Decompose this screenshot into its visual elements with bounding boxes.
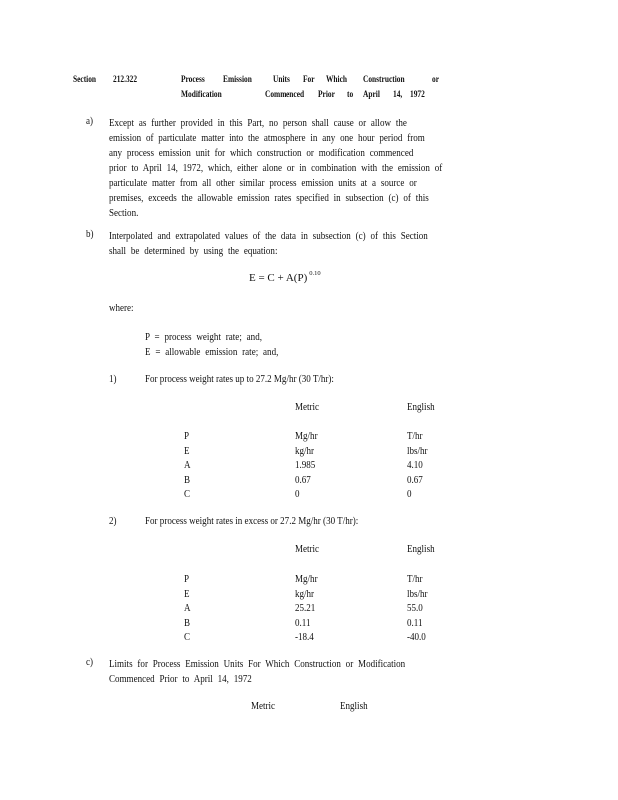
para-a-marker: a) xyxy=(86,116,94,127)
case-1-metric-column xyxy=(295,430,318,503)
table-cell: 0 xyxy=(295,489,300,500)
table-cell: P xyxy=(184,574,190,585)
para-c-line: Limits for Process Emission Units For Which Construction or Modification xyxy=(109,659,406,670)
definitions xyxy=(145,330,278,360)
table-cell: A xyxy=(184,460,191,471)
para-c-marker: c) xyxy=(86,657,94,668)
table-cell: 1.985 xyxy=(295,460,316,471)
title-line-1-word: or xyxy=(432,75,439,85)
section-number: 212.322 xyxy=(113,75,138,85)
table-cell: 25.21 xyxy=(295,603,316,614)
para-c-body xyxy=(109,657,405,687)
para-b-body xyxy=(109,229,428,259)
case-1-english-column xyxy=(407,430,428,503)
equation-exponent: 0.10 xyxy=(309,270,321,277)
title-line-2-word: Modification xyxy=(181,90,222,100)
table-cell: 0.11 xyxy=(407,617,423,629)
case-2-metric-header: Metric xyxy=(295,544,320,555)
case-1-symbol-column xyxy=(184,430,191,503)
para-a-line: emission of particulate matter into the atmosphere in any one hour period from xyxy=(109,133,425,144)
table-cell: B xyxy=(184,617,191,629)
para-a-line: any process emission unit for which construction or modification commenced xyxy=(109,148,414,159)
table-cell: T/hr xyxy=(407,574,423,585)
table-cell: kg/hr xyxy=(295,588,315,600)
title-line-2-word: 14, xyxy=(393,90,403,100)
table-cell: C xyxy=(184,632,191,643)
title-line-2-word: 1972 xyxy=(410,90,425,100)
case-2-symbol-column xyxy=(184,573,191,646)
case-2-metric-column xyxy=(295,573,318,646)
para-b-marker: b) xyxy=(86,229,94,240)
title-line-1-word: Emission xyxy=(223,75,252,85)
para-c-line: Commenced Prior to April 14, 1972 xyxy=(109,674,252,685)
case-1-metric-header: Metric xyxy=(295,402,320,413)
case-2-text: For process weight rates in excess or 27.2 Mg/hr (30 T/hr): xyxy=(145,516,359,527)
table-cell: Mg/hr xyxy=(295,431,318,442)
table-cell: -40.0 xyxy=(407,632,426,643)
table-cell: A xyxy=(184,603,191,614)
table-cell: 55.0 xyxy=(407,603,423,614)
equation xyxy=(249,272,321,284)
case-1-marker: 1) xyxy=(109,374,117,385)
equation-text: E = C + A(P) xyxy=(249,272,308,284)
table-cell: kg/hr xyxy=(295,445,315,457)
para-c-english-header: English xyxy=(340,701,368,712)
para-c-metric-header: Metric xyxy=(251,701,276,712)
title-line-1-word: Units xyxy=(273,75,290,85)
para-b-line: Interpolated and extrapolated values of the data in subsection (c) of this Section xyxy=(109,231,428,242)
title-line-2-word: Comm xyxy=(265,90,287,100)
case-1-text: For process weight rates up to 27.2 Mg/hr (30 T/hr): xyxy=(145,374,334,385)
case-2-marker: 2) xyxy=(109,516,117,527)
where-label: where: xyxy=(109,303,134,314)
table-cell: 4.10 xyxy=(407,460,423,471)
title-line-1-word: Construction xyxy=(363,75,405,85)
table-cell: C xyxy=(184,489,191,500)
para-a-line: Except as further provided in this Part, no person shall cause or allow the xyxy=(109,118,407,129)
para-b-line: shall be determined by using the equation: xyxy=(109,246,278,257)
section-label: Section xyxy=(73,75,97,85)
case-1-english-header: English xyxy=(407,402,435,413)
table-cell: 0 xyxy=(407,489,412,500)
table-cell: E xyxy=(184,445,190,457)
table-cell: 0.67 xyxy=(407,474,423,486)
table-cell: E xyxy=(184,588,190,600)
para-a-line: premises, exceeds the allowable emission rates specified in subsection (c) of this xyxy=(109,193,429,204)
table-cell: -18.4 xyxy=(295,632,314,643)
table-cell: lbs/hr xyxy=(407,588,428,600)
title-line-1-word: Which xyxy=(326,75,348,85)
title-line-2-word: Prior xyxy=(318,90,335,100)
para-a-line: particulate matter from all other similar process emission units at a source or xyxy=(109,178,417,189)
para-a-line: Section. xyxy=(109,208,139,219)
title-line-1-word: Process xyxy=(181,75,205,85)
title-line-2-word: April xyxy=(363,90,380,100)
table-cell: T/hr xyxy=(407,431,423,442)
title-line-1-word: For xyxy=(303,75,315,85)
para-a-line: prior to April 14, 1972, which, either alone or in combination with the emission of xyxy=(109,163,443,174)
table-cell: B xyxy=(184,474,191,486)
title-line-2-word: enced xyxy=(286,90,305,100)
table-cell: 0.11 xyxy=(295,617,311,629)
table-cell: 0.67 xyxy=(295,474,311,486)
definition-p: P = process weight rate; and, xyxy=(145,332,262,343)
case-2-english-header: English xyxy=(407,544,435,555)
para-a-body xyxy=(109,116,442,221)
table-cell: lbs/hr xyxy=(407,445,428,457)
table-cell: P xyxy=(184,431,190,442)
title-line-2-word: to xyxy=(347,90,354,100)
definition-e: E = allowable emission rate; and, xyxy=(145,347,279,358)
table-cell: Mg/hr xyxy=(295,574,318,585)
case-2-english-column xyxy=(407,573,428,646)
